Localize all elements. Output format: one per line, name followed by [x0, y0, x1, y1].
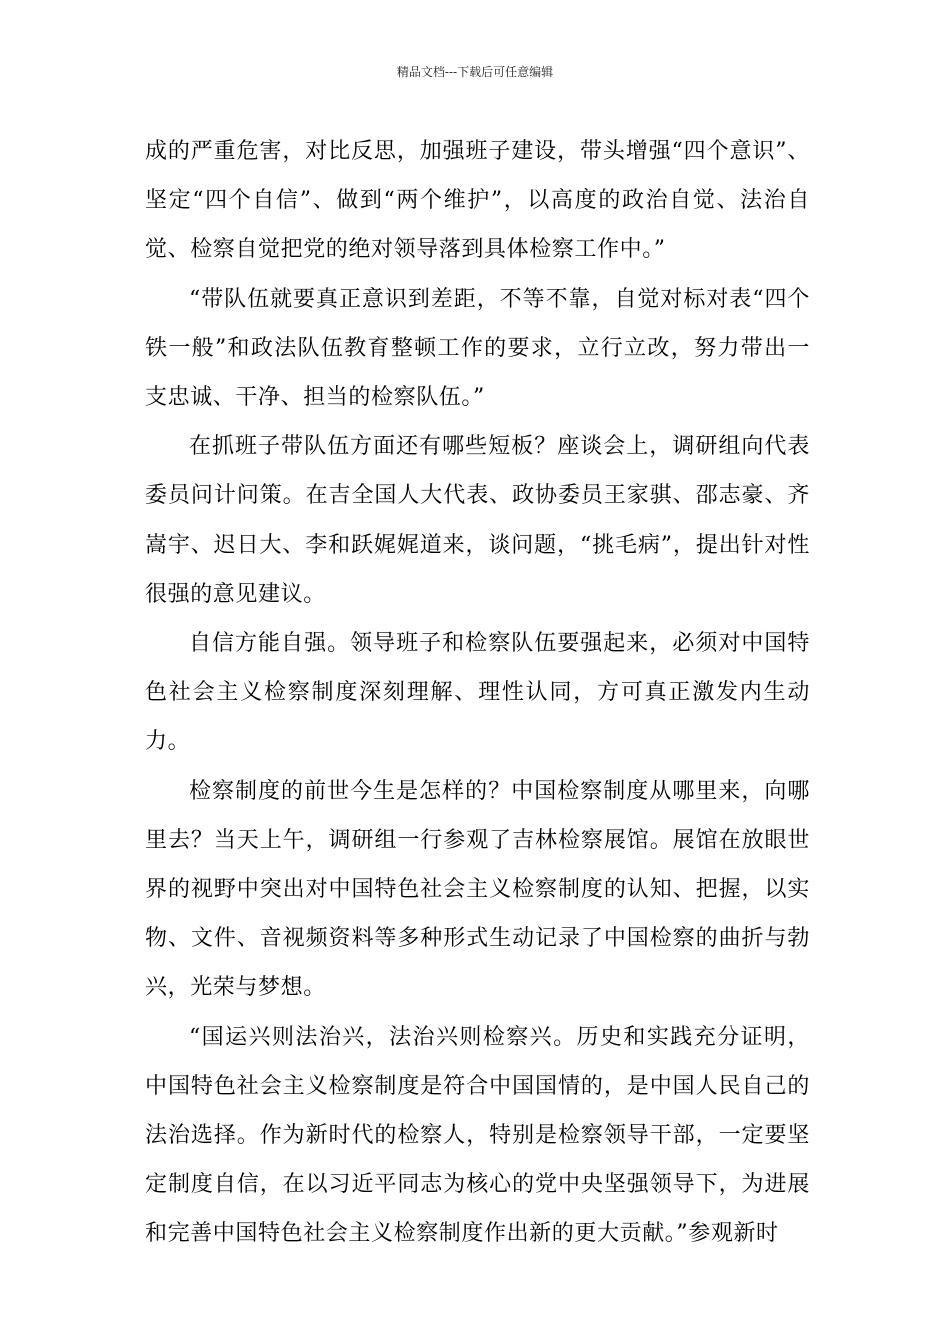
page-header: 精品文档---下载后可任意编辑 [396, 65, 554, 79]
paragraph-4: 自信方能自强。领导班子和检察队伍要强起来，必须对中国特色社会主义检察制度深刻理解、理性认同，方可真正激发内生动力。 [145, 631, 810, 755]
paragraph-1: 成的严重危害，对比反思，加强班子建设，带头增强“四个意识”、坚定“四个自信”、做到“两个维护”，以高度的政治自觉、法治自觉、检察自觉把党的绝对领导落到具体检察工作中。” [145, 139, 810, 263]
paragraph-6: “国运兴则法治兴，法治兴则检察兴。历史和实践充分证明，中国特色社会主义检察制度是符合中国国情的，是中国人民自己的法治选择。作为新时代的检察人，特别是检察领导干部，一定要坚定制度自信，在以习近平同志为核心的党中央坚强领导下，为进展和完善中国特色社会主义检察制度作出新的更大贡献。”参观新时 [145, 1024, 810, 1247]
paragraph-2: “带队伍就要真正意识到差距，不等不靠，自觉对标对表“四个铁一般”和政法队伍教育整顿工作的要求，立行立改，努力带出一支忠诚、干净、担当的检察队伍。” [145, 286, 810, 411]
document-body [145, 127, 810, 1259]
paragraph-3: 在抓班子带队伍方面还有哪些短板？座谈会上，调研组向代表委员问计问策。在吉全国人大代表、政协委员王家骐、邵志豪、齐嵩宇、迟日大、李和跃娓娓道来，谈问题，“挑毛病”，提出针对性很强的意见建议。 [145, 434, 810, 607]
paragraph-5: 检察制度的前世今生是怎样的？中国检察制度从哪里来，向哪里去？当天上午，调研组一行参观了吉林检察展馆。展馆在放眼世界的视野中突出对中国特色社会主义检察制度的认知、把握，以实物、文件、音视频资料等多种形式生动记录了中国检察的曲折与勃兴，光荣与梦想。 [145, 778, 810, 1001]
